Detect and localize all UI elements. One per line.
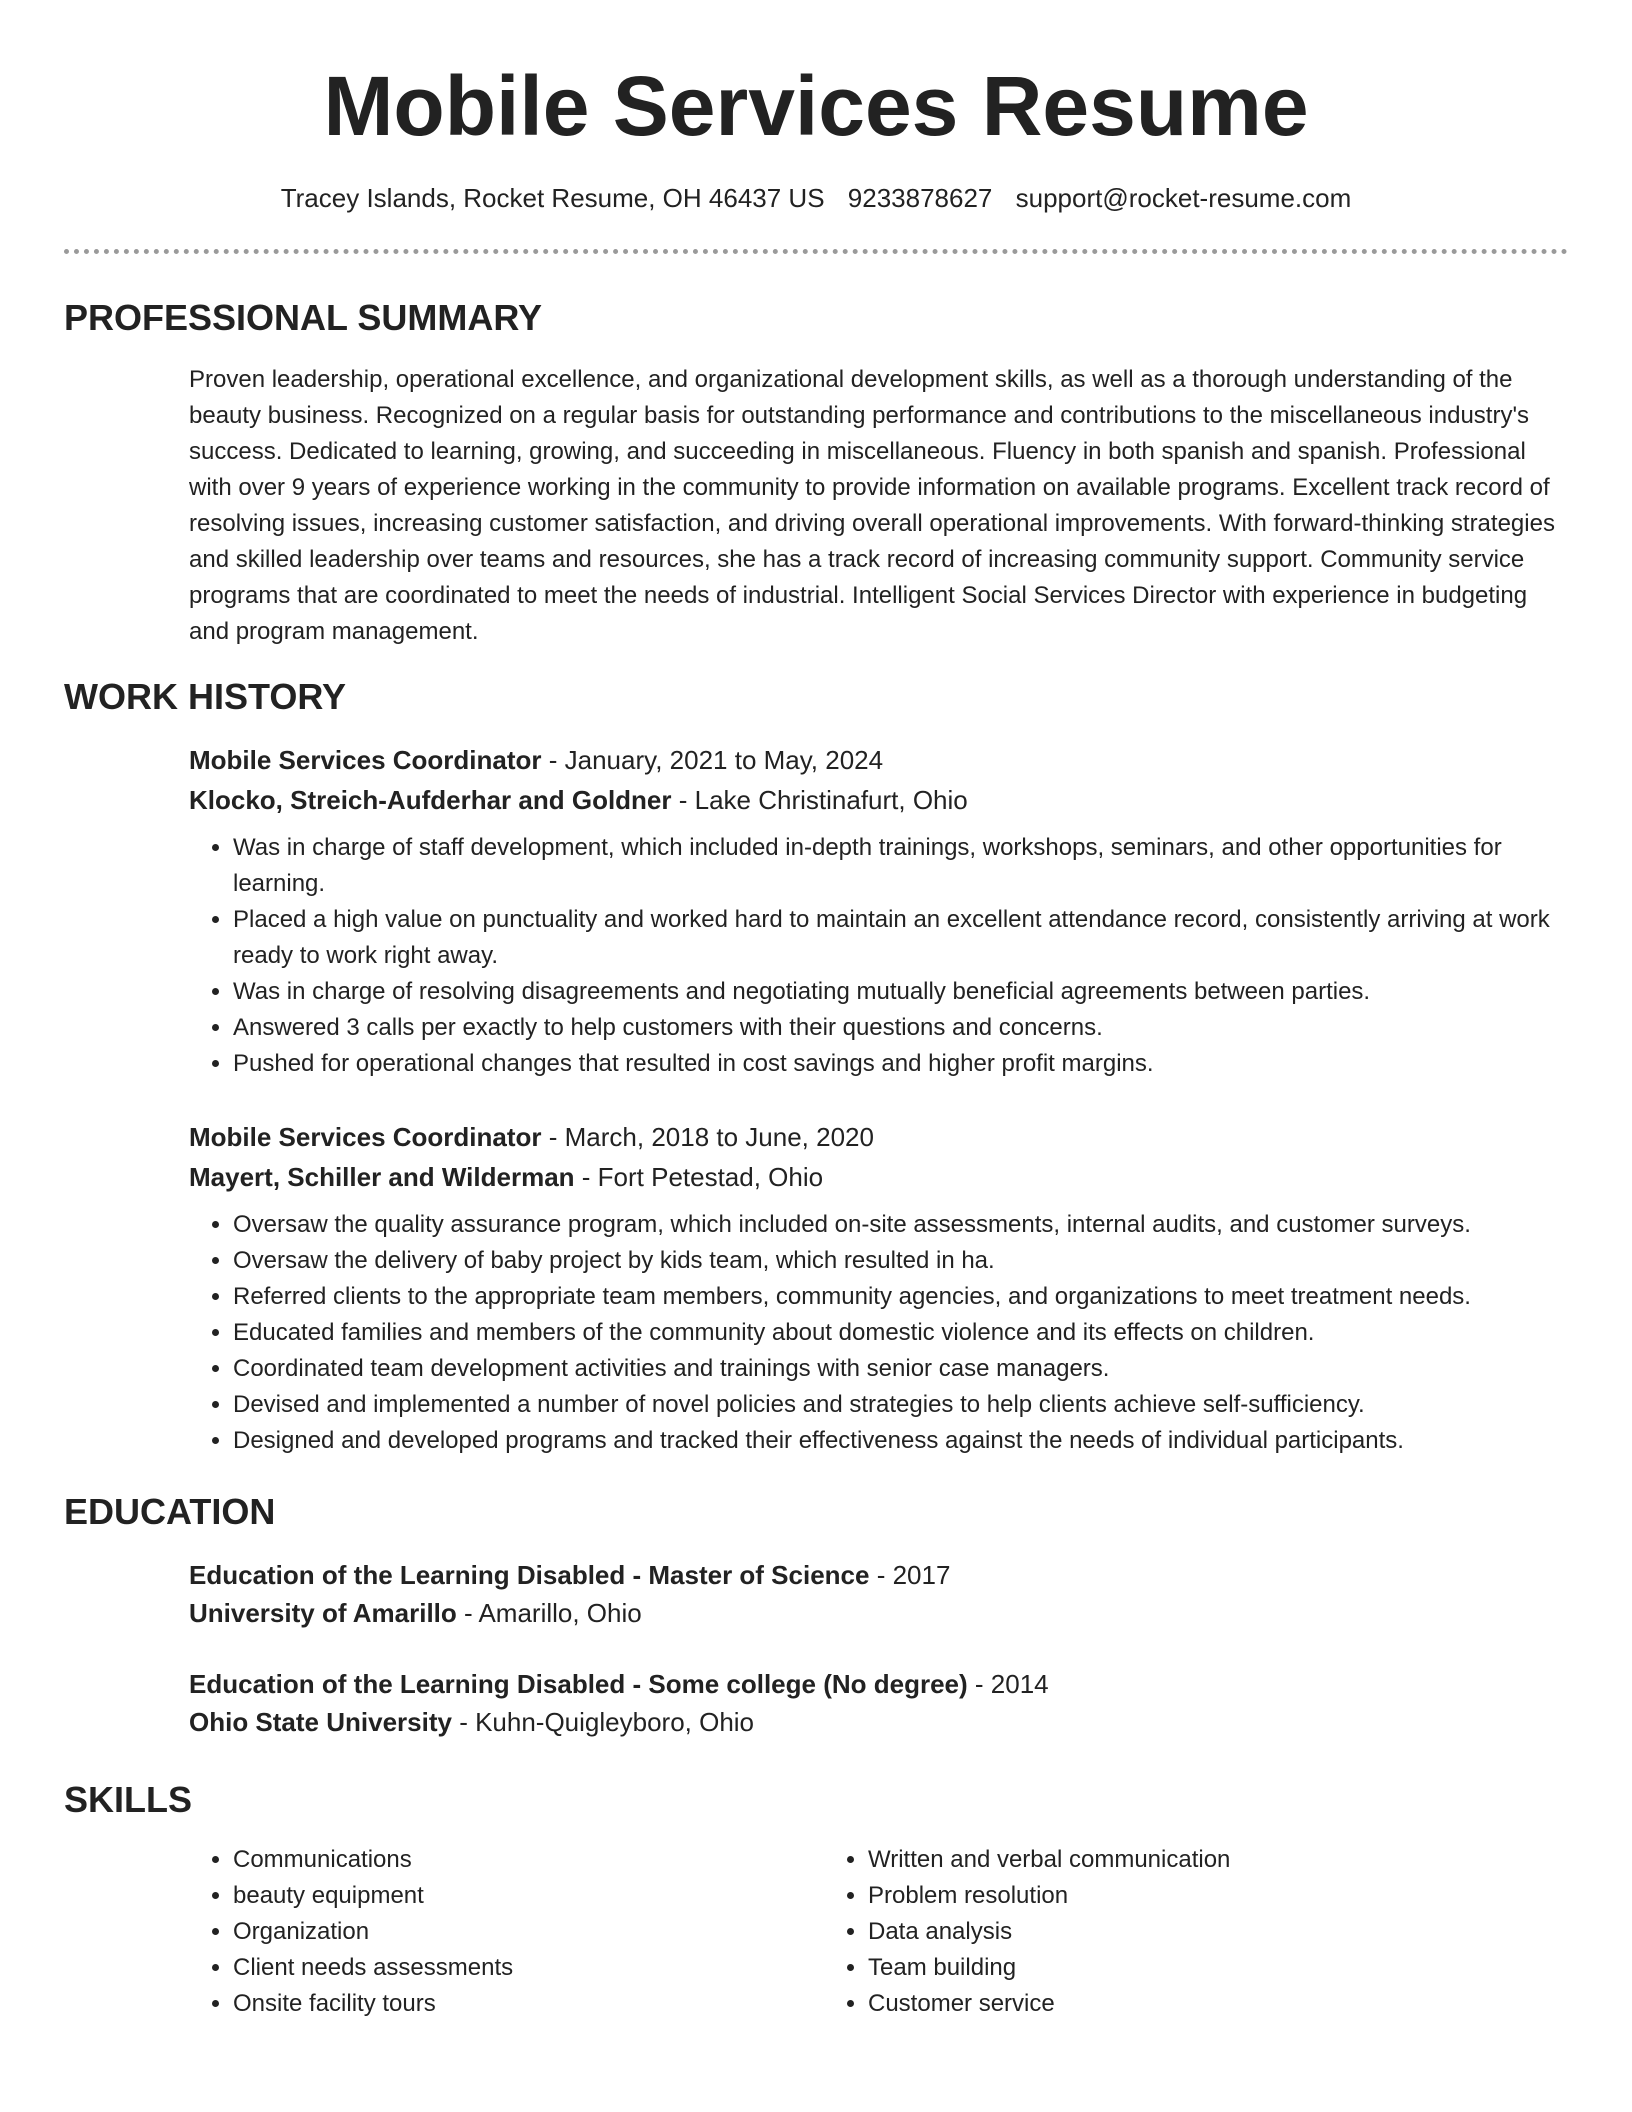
school-location: - Amarillo, Ohio: [456, 1598, 642, 1628]
job-title-line: [189, 1117, 1564, 1157]
education-entry: [189, 1556, 1564, 1632]
list-item: • Problem resolution: [868, 1878, 1459, 1914]
list-item: • Designed and developed programs and tracked their effectiveness against the needs of individual participants.: [233, 1423, 1564, 1459]
list-item: • Client needs assessments: [233, 1950, 824, 1986]
degree: Education of the Learning Disabled - Some college (No degree): [189, 1669, 968, 1699]
summary-heading: PROFESSIONAL SUMMARY: [64, 297, 543, 338]
school-line: [189, 1703, 1564, 1741]
skills-column-right: [824, 1842, 1459, 2022]
list-item: • Was in charge of staff development, which included in-depth trainings, workshops, seminars, and other opportunities for learning.: [233, 830, 1564, 902]
list-item: • Customer service: [868, 1986, 1459, 2022]
job-bullets: [189, 830, 1564, 1082]
job-company: Mayert, Schiller and Wilderman: [189, 1162, 575, 1192]
list-item: • Communications: [233, 1842, 824, 1878]
list-item: • beauty equipment: [233, 1878, 824, 1914]
job-company-line: [189, 780, 1564, 820]
list-item: • Educated families and members of the community about domestic violence and its effects on children.: [233, 1315, 1564, 1351]
school-location: - Kuhn-Quigleyboro, Ohio: [451, 1707, 755, 1737]
list-item: • Answered 3 calls per exactly to help customers with their questions and concerns.: [233, 1010, 1564, 1046]
work-history-heading: WORK HISTORY: [64, 676, 347, 717]
job-bullets: [189, 1207, 1564, 1459]
list-item: • Coordinated team development activities and trainings with senior case managers.: [233, 1351, 1564, 1387]
list-item: • Referred clients to the appropriate team members, community agencies, and organizations to meet treatment needs.: [233, 1279, 1564, 1315]
contact-phone: 9233878627: [847, 183, 993, 213]
contact-address: Tracey Islands, Rocket Resume, OH 46437 US: [280, 183, 825, 213]
skills-column-left: [189, 1842, 824, 2022]
skills-list: [189, 1842, 1564, 2022]
job-dates: - January, 2021 to May, 2024: [541, 745, 884, 775]
list-item: • Oversaw the delivery of baby project by kids team, which resulted in ha.: [233, 1243, 1564, 1279]
job-entry: [189, 740, 1564, 1082]
degree-year: - 2017: [869, 1560, 951, 1590]
list-item: • Devised and implemented a number of novel policies and strategies to help clients achieve self-sufficiency.: [233, 1387, 1564, 1423]
summary-text: Proven leadership, operational excellence, and organizational development skills, as well as a thorough understanding of the beauty business. Recognized on a regular basis for outstanding performance and contributions to the miscellaneous industry's success. Dedicated to learning, growing, and succeeding in miscellaneous. Fluency in both spanish and spanish. Professional with over 9 years of experience working in the community to provide information on available programs. Excellent track record of resolving issues, increasing customer satisfaction, and driving overall operational improvements. With forward-thinking strategies and skilled leadership over teams and resources, she has a track record of increasing community support. Community service programs that are coordinated to meet the needs of industrial. Intelligent Social Services Director with experience in budgeting and program management.: [189, 366, 1555, 645]
school: Ohio State University: [189, 1707, 452, 1737]
job-location: - Lake Christinafurt, Ohio: [671, 785, 968, 815]
education-entry: [189, 1665, 1564, 1741]
list-item: • Placed a high value on punctuality and worked hard to maintain an excellent attendance record, consistently arriving at work ready to work right away.: [233, 902, 1564, 974]
header-divider: [64, 249, 1568, 254]
list-item: • Data analysis: [868, 1914, 1459, 1950]
contact-line: [0, 182, 1632, 214]
list-item: • Oversaw the quality assurance program, which included on-site assessments, internal audits, and customer surveys.: [233, 1207, 1564, 1243]
list-item: • Organization: [233, 1914, 824, 1950]
degree-line: [189, 1556, 1564, 1594]
list-item: • Onsite facility tours: [233, 1986, 824, 2022]
list-item: • Team building: [868, 1950, 1459, 1986]
degree-year: - 2014: [967, 1669, 1049, 1699]
education-heading: EDUCATION: [64, 1491, 276, 1532]
list-item: • Written and verbal communication: [868, 1842, 1459, 1878]
school: University of Amarillo: [189, 1598, 457, 1628]
job-company-line: [189, 1157, 1564, 1197]
job-company: Klocko, Streich-Aufderhar and Goldner: [189, 785, 672, 815]
job-location: - Fort Petestad, Ohio: [574, 1162, 824, 1192]
skills-heading: SKILLS: [64, 1779, 193, 1820]
degree-line: [189, 1665, 1564, 1703]
job-entry: [189, 1117, 1564, 1459]
job-title: Mobile Services Coordinator: [189, 1122, 542, 1152]
job-title: Mobile Services Coordinator: [189, 745, 542, 775]
degree: Education of the Learning Disabled - Master of Science: [189, 1560, 870, 1590]
job-title-line: [189, 740, 1564, 780]
list-item: • Was in charge of resolving disagreements and negotiating mutually beneficial agreements between parties.: [233, 974, 1564, 1010]
summary-block: [189, 362, 1564, 650]
list-item: • Pushed for operational changes that resulted in cost savings and higher profit margins.: [233, 1046, 1564, 1082]
resume-title: Mobile Services Resume: [323, 59, 1309, 153]
contact-email: support@rocket-resume.com: [1015, 183, 1352, 213]
job-dates: - March, 2018 to June, 2020: [541, 1122, 874, 1152]
school-line: [189, 1594, 1564, 1632]
